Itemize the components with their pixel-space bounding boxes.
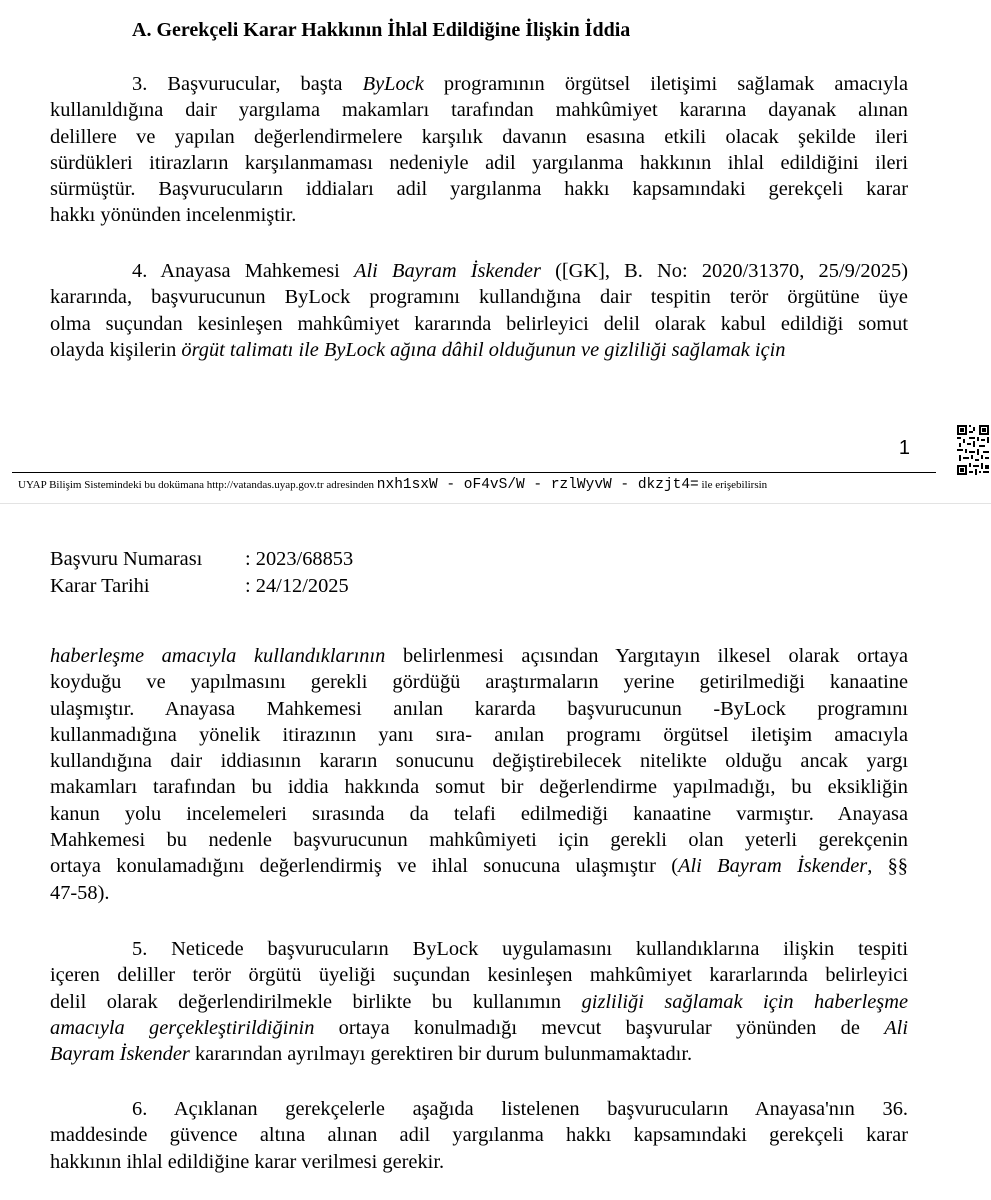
- footer-access-code: nxh1sxW - oF4vS/W - rzlWyvW - dkzjt4=: [376, 477, 699, 493]
- text-line: kullanıldığına dair yargılama makamları tarafından mahkûmiyet kararına dayanak alınan: [50, 99, 908, 122]
- text-line: içeren deliller terör örgütü üyeliği suçundan kesinleşen mahkûmiyet kararlarında belirleyici: [50, 964, 908, 987]
- text-line: hakkı yönünden incelenmiştir.: [50, 204, 297, 227]
- decision-date-label: Karar Tarihi: [50, 575, 150, 597]
- text-line: kanun yolu incelemeleri sırasında da telafi edilmediği kanaatine varmıştır. Anayasa: [50, 802, 908, 825]
- decision-date-value: : 24/12/2025: [245, 575, 349, 597]
- text-line: kullanmadığına yönelik itirazının yanı sıra- anılan programı örgütsel iletişim amacıyla: [50, 723, 908, 746]
- text-line: Bayram İskender kararından ayrılmayı gerektiren bir durum bulunmamaktadır.: [50, 1043, 693, 1066]
- text-line: koyduğu ve yapılmasını gerekli gördüğü araştırmaların yerine getirilmediği kanaatine: [50, 671, 908, 694]
- application-number-value: : 2023/68853: [245, 548, 354, 570]
- text-line: 47-58).: [50, 881, 110, 904]
- page-number: 1: [898, 437, 910, 459]
- text-line: sürdükleri itirazların karşılanmaması nedeniyle adil yargılanma hakkının ihlal edildiğini ileri: [50, 151, 908, 174]
- application-number: [50, 546, 353, 573]
- text-line: ortaya konulamadığını değerlendirmiş ve ihlal sonucuna ulaşmıştır (Ali Bayram İskender, §§: [50, 855, 909, 878]
- paragraph-6: [50, 1096, 908, 1175]
- page-1: [0, 0, 991, 493]
- text-line: ulaşmıştır. Anayasa Mahkemesi anılan kararda başvurucunun -ByLock programını: [50, 697, 908, 720]
- footer-suffix: ile erişebilirsin: [701, 479, 768, 491]
- paragraph-4: [50, 258, 908, 363]
- paragraph-5: [50, 936, 908, 1067]
- text-line: Mahkemesi bu nedenle başvurucunun mahkûmiyeti için gerekli olan yeterli gerekçenin: [50, 829, 908, 852]
- text-line: makamları tarafından bu iddia hakkında somut bir değerlendirme yapılmadığı, bu eksikliğin: [50, 776, 908, 799]
- application-number-label: Başvuru Numarası: [50, 548, 203, 570]
- text-line: 5. Neticede başvurucuların ByLock uygulamasını kullandıklarına ilişkin tespiti: [132, 938, 908, 960]
- text-line: amacıyla gerçekleştirildiğinin ortaya konulmadığı mevcut başvurular yönünden de Ali: [50, 1016, 908, 1039]
- text-line: sürmüştür. Başvurucuların iddiaları adil yargılanma hakkı kapsamındaki gerekçeli karar: [50, 178, 908, 201]
- text-line: olayda kişilerin örgüt talimatı ile ByLock ağına dâhil olduğunun ve gizliliği sağlamak için: [50, 338, 786, 361]
- footer-prefix: UYAP Bilişim Sistemindeki bu dokümana http://vatandas.uyap.gov.tr adresinden: [18, 479, 375, 491]
- text-line: maddesinde güvence altına alınan adil yargılanma hakkı kapsamındaki gerekçeli karar: [50, 1124, 908, 1147]
- text-line: 4. Anayasa Mahkemesi Ali Bayram İskender ([GK], B. No: 2020/31370, 25/9/2025): [132, 260, 908, 282]
- text-line: 3. Başvurucular, başta ByLock programının örgütsel iletişimi sağlamak amacıyla: [132, 73, 908, 95]
- page-footer: [18, 477, 767, 493]
- text-line: 6. Açıklanan gerekçelerle aşağıda listelenen başvurucuların Anayasa'nın 36.: [132, 1098, 908, 1120]
- paragraph-4-continued: [50, 643, 908, 906]
- decision-date: [50, 573, 349, 600]
- text-line: kullandığına dair iddiasının kararın sonucunu değiştirebilecek nitelikte olduğu ancak yargı: [50, 750, 908, 773]
- text-line: delil olarak değerlendirilmekle birlikte bu kullanımın gizliliği sağlamak için haberleşme: [50, 990, 909, 1013]
- section-heading: A. Gerekçeli Karar Hakkının İhlal Edildiğine İlişkin İddia: [132, 19, 631, 41]
- qr-code-icon: [955, 423, 991, 477]
- text-line: haberleşme amacıyla kullandıklarının belirlenmesi açısından Yargıtayın ilkesel olarak ortaya: [50, 645, 908, 667]
- text-line: hakkının ihlal edildiğine karar verilmesi gerekir.: [50, 1150, 445, 1173]
- text-line: kararında, başvurucunun ByLock programını kullandığına dair tespitin terör örgütüne üye: [50, 286, 908, 309]
- paragraph-3: [50, 71, 908, 229]
- page-separator: [0, 503, 991, 508]
- text-line: delillere ve yapılan değerlendirmelere karşılık davanın esasına etkili olacak şekilde ileri: [50, 125, 908, 148]
- footer-divider: [12, 472, 936, 473]
- text-line: olma suçundan kesinleşen mahkûmiyet kararında belirleyici delil olarak kabul edildiği somut: [50, 312, 908, 335]
